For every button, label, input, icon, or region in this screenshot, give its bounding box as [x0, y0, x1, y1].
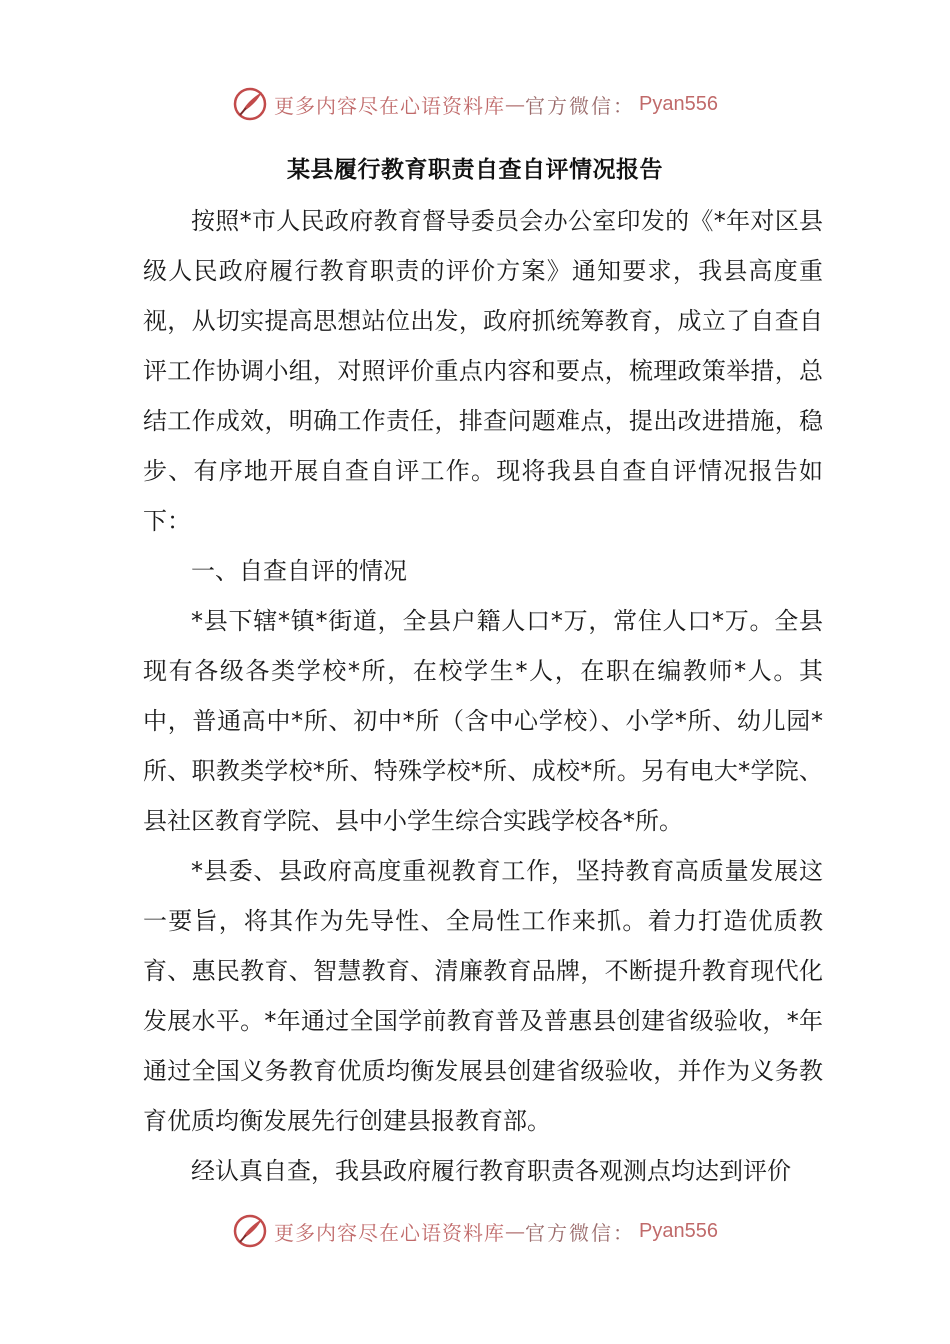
document-body	[143, 196, 823, 1196]
document-title: 某县履行教育职责自查自评情况报告	[287, 157, 663, 183]
watermark-dash: —	[505, 92, 526, 116]
watermark-wechat-id: Pyan556	[639, 1219, 718, 1242]
paragraph-intro: 按照*市人民政府教育督导委员会办公室印发的《*年对区县级人民政府履行教育职责的评价方案》通知要求，我县高度重视，从切实提高思想站位出发，政府抓统筹教育，成立了自查自评工作协调小组，对照评价重点内容和要点，梳理政策举措，总结工作成效，明确工作责任，排查问题难点，提出改进措施，稳步、有序地开展自查自评工作。现将我县自查自评情况报告如下：	[143, 207, 823, 535]
watermark-wechat-label: 官方微信：	[525, 93, 636, 118]
paragraph-selfcheck: 经认真自查，我县政府履行教育职责各观测点均达到评价	[191, 1157, 791, 1185]
watermark-wechat-id: Pyan556	[639, 92, 718, 115]
quill-logo-icon	[232, 1213, 268, 1249]
paragraph-priority: *县委、县政府高度重视教育工作，坚持教育高质量发展这一要旨，将其作为先导性、全局性工作来抓。着力打造优质教育、惠民教育、智慧教育、清廉教育品牌，不断提升教育现代化发展水平。*年通过全国学前教育普及普惠县创建省级验收，*年通过全国义务教育优质均衡发展县创建省级验收，并作为义务教育优质均衡发展先行创建县报教育部。	[143, 857, 823, 1135]
header-watermark	[0, 84, 950, 124]
watermark-wechat-label: 官方微信：	[525, 1220, 636, 1245]
quill-logo-icon	[232, 86, 268, 122]
watermark-text: 更多内容尽在心语资料库	[274, 1220, 506, 1245]
paragraph-overview: *县下辖*镇*街道，全县户籍人口*万，常住人口*万。全县现有各级各类学校*所，在校学生*人，在职在编教师*人。其中，普通高中*所、初中*所（含中心学校）、小学*所、幼儿园*所、职教类学校*所、特殊学校*所、成校*所。另有电大*学院、县社区教育学院、县中小学生综合实践学校各*所。	[143, 607, 823, 835]
section-heading: 一、自查自评的情况	[191, 557, 407, 585]
watermark-text: 更多内容尽在心语资料库	[274, 93, 506, 118]
footer-watermark	[0, 1211, 950, 1251]
watermark-dash: —	[505, 1219, 526, 1243]
